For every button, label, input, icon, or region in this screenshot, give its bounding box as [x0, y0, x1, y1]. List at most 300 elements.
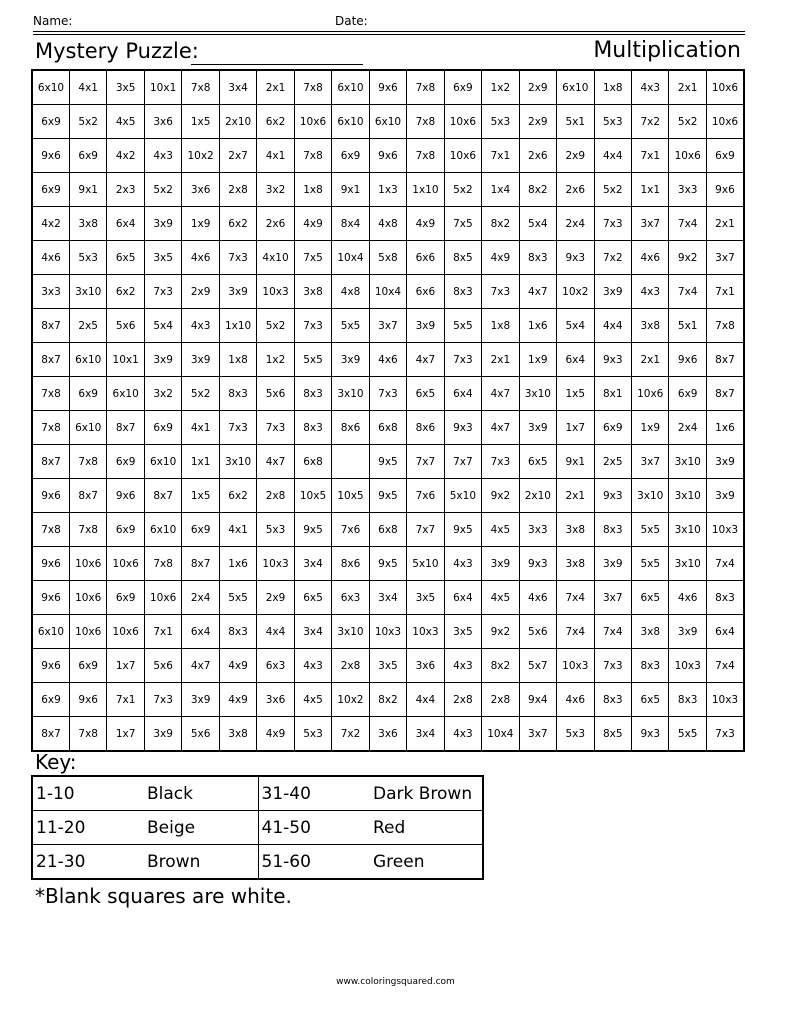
grid-cell[interactable]: 1x9	[182, 207, 219, 241]
grid-cell[interactable]: 8x3	[444, 275, 481, 309]
grid-cell[interactable]: 10x4	[482, 717, 519, 752]
grid-cell[interactable]: 4x1	[219, 513, 256, 547]
grid-cell[interactable]: 3x9	[182, 343, 219, 377]
grid-cell[interactable]: 6x5	[107, 241, 144, 275]
grid-cell[interactable]: 6x10	[107, 377, 144, 411]
grid-cell[interactable]: 9x2	[669, 241, 706, 275]
grid-cell[interactable]: 4x8	[332, 275, 369, 309]
grid-cell[interactable]: 2x8	[482, 683, 519, 717]
grid-cell[interactable]: 4x8	[369, 207, 406, 241]
grid-cell[interactable]: 5x2	[144, 173, 181, 207]
grid-cell[interactable]: 8x7	[32, 445, 69, 479]
grid-cell[interactable]: 1x9	[632, 411, 669, 445]
grid-cell[interactable]: 1x6	[706, 411, 744, 445]
grid-cell[interactable]: 6x10	[69, 343, 106, 377]
grid-cell[interactable]: 10x3	[706, 513, 744, 547]
grid-cell[interactable]: 1x6	[219, 547, 256, 581]
grid-cell[interactable]: 8x3	[519, 241, 556, 275]
grid-cell[interactable]: 8x6	[332, 411, 369, 445]
grid-cell[interactable]: 10x3	[557, 649, 594, 683]
grid-cell[interactable]: 7x3	[444, 343, 481, 377]
grid-cell[interactable]: 6x9	[107, 513, 144, 547]
grid-cell[interactable]: 7x8	[144, 547, 181, 581]
grid-cell[interactable]: 10x6	[69, 547, 106, 581]
grid-cell[interactable]: 7x6	[407, 479, 444, 513]
grid-cell[interactable]: 3x7	[632, 207, 669, 241]
grid-cell[interactable]: 3x8	[632, 615, 669, 649]
grid-cell[interactable]: 10x6	[444, 105, 481, 139]
grid-cell[interactable]: 3x8	[557, 513, 594, 547]
grid-cell[interactable]: 8x3	[219, 377, 256, 411]
grid-cell[interactable]: 2x9	[519, 70, 556, 105]
grid-cell[interactable]: 7x1	[632, 139, 669, 173]
grid-cell[interactable]: 7x8	[69, 445, 106, 479]
grid-cell[interactable]: 9x3	[519, 547, 556, 581]
grid-cell[interactable]: 8x3	[219, 615, 256, 649]
grid-cell[interactable]: 5x2	[669, 105, 706, 139]
grid-cell[interactable]: 6x2	[219, 479, 256, 513]
grid-cell[interactable]: 10x3	[706, 683, 744, 717]
grid-cell[interactable]: 8x3	[594, 683, 631, 717]
grid-cell[interactable]: 7x8	[294, 139, 331, 173]
grid-cell[interactable]: 7x3	[482, 445, 519, 479]
grid-cell[interactable]: 4x3	[632, 70, 669, 105]
grid-cell[interactable]: 6x3	[332, 581, 369, 615]
grid-cell[interactable]: 2x6	[519, 139, 556, 173]
grid-cell[interactable]: 6x5	[294, 581, 331, 615]
grid-cell[interactable]: 8x7	[107, 411, 144, 445]
grid-cell[interactable]: 5x7	[519, 649, 556, 683]
grid-cell[interactable]: 8x2	[482, 207, 519, 241]
grid-cell[interactable]: 1x3	[369, 173, 406, 207]
grid-cell[interactable]: 4x9	[257, 717, 294, 752]
grid-cell[interactable]: 4x7	[482, 411, 519, 445]
grid-cell[interactable]: 3x6	[182, 173, 219, 207]
grid-cell[interactable]: 7x3	[257, 411, 294, 445]
grid-cell[interactable]: 3x8	[294, 275, 331, 309]
grid-cell[interactable]: 5x5	[332, 309, 369, 343]
grid-cell[interactable]: 3x10	[332, 615, 369, 649]
grid-cell[interactable]: 7x4	[557, 615, 594, 649]
grid-cell[interactable]: 2x10	[519, 479, 556, 513]
grid-cell[interactable]: 9x5	[294, 513, 331, 547]
grid-cell[interactable]: 3x10	[669, 513, 706, 547]
grid-cell[interactable]: 3x8	[219, 717, 256, 752]
grid-cell[interactable]: 6x5	[632, 683, 669, 717]
grid-cell[interactable]: 3x9	[407, 309, 444, 343]
grid-cell[interactable]: 8x3	[706, 581, 744, 615]
grid-cell[interactable]: 7x4	[594, 615, 631, 649]
grid-cell[interactable]: 8x7	[144, 479, 181, 513]
grid-cell[interactable]: 4x6	[669, 581, 706, 615]
grid-cell[interactable]: 6x9	[32, 683, 69, 717]
grid-cell[interactable]: 1x9	[519, 343, 556, 377]
grid-cell[interactable]: 3x10	[632, 479, 669, 513]
grid-cell[interactable]: 4x7	[519, 275, 556, 309]
grid-cell[interactable]: 7x8	[294, 70, 331, 105]
grid-cell[interactable]: 1x2	[257, 343, 294, 377]
grid-cell[interactable]: 7x3	[369, 377, 406, 411]
grid-cell[interactable]: 2x10	[219, 105, 256, 139]
grid-cell[interactable]: 3x5	[444, 615, 481, 649]
grid-cell[interactable]: 3x8	[632, 309, 669, 343]
grid-cell[interactable]: 1x1	[632, 173, 669, 207]
grid-cell[interactable]: 3x6	[144, 105, 181, 139]
grid-cell[interactable]: 3x10	[332, 377, 369, 411]
grid-cell[interactable]: 8x7	[69, 479, 106, 513]
grid-cell[interactable]: 4x7	[257, 445, 294, 479]
grid-cell[interactable]: 5x10	[444, 479, 481, 513]
grid-cell[interactable]: 7x1	[107, 683, 144, 717]
grid-cell[interactable]: 3x4	[294, 547, 331, 581]
grid-cell[interactable]: 6x10	[369, 105, 406, 139]
grid-cell[interactable]: 10x6	[107, 615, 144, 649]
grid-cell[interactable]: 2x4	[669, 411, 706, 445]
grid-cell[interactable]: 5x4	[557, 309, 594, 343]
grid-cell[interactable]: 6x4	[444, 581, 481, 615]
grid-cell[interactable]: 3x9	[519, 411, 556, 445]
grid-cell[interactable]: 6x10	[144, 513, 181, 547]
grid-cell[interactable]: 4x3	[444, 717, 481, 752]
grid-cell[interactable]: 2x9	[557, 139, 594, 173]
grid-cell[interactable]: 1x5	[182, 479, 219, 513]
grid-cell[interactable]: 9x1	[557, 445, 594, 479]
grid-cell[interactable]: 1x8	[594, 70, 631, 105]
grid-cell[interactable]: 3x4	[294, 615, 331, 649]
grid-cell[interactable]: 6x6	[407, 241, 444, 275]
grid-cell[interactable]: 3x6	[257, 683, 294, 717]
grid-cell[interactable]: 7x5	[294, 241, 331, 275]
grid-cell[interactable]: 7x1	[144, 615, 181, 649]
grid-cell[interactable]: 7x2	[332, 717, 369, 752]
grid-cell[interactable]: 8x4	[332, 207, 369, 241]
grid-cell[interactable]: 9x3	[444, 411, 481, 445]
grid-cell[interactable]: 3x9	[332, 343, 369, 377]
grid-cell[interactable]: 6x9	[332, 139, 369, 173]
grid-cell[interactable]: 9x6	[32, 649, 69, 683]
grid-cell[interactable]: 1x2	[482, 70, 519, 105]
grid-cell[interactable]: 3x10	[669, 445, 706, 479]
grid-cell[interactable]: 3x9	[482, 547, 519, 581]
grid-cell[interactable]: 2x7	[219, 139, 256, 173]
grid-cell[interactable]: 7x3	[482, 275, 519, 309]
grid-cell[interactable]: 8x7	[706, 377, 744, 411]
grid-cell[interactable]: 8x7	[32, 717, 69, 752]
grid-cell[interactable]: 2x4	[182, 581, 219, 615]
grid-cell[interactable]: 6x10	[332, 105, 369, 139]
grid-cell[interactable]: 2x9	[519, 105, 556, 139]
grid-cell[interactable]: 9x2	[482, 479, 519, 513]
grid-cell[interactable]: 5x4	[519, 207, 556, 241]
grid-cell[interactable]: 2x6	[257, 207, 294, 241]
grid-cell[interactable]: 5x4	[144, 309, 181, 343]
grid-cell[interactable]: 6x5	[632, 581, 669, 615]
grid-cell[interactable]: 5x2	[182, 377, 219, 411]
grid-cell[interactable]: 9x6	[32, 581, 69, 615]
grid-cell[interactable]: 3x3	[32, 275, 69, 309]
grid-cell[interactable]: 8x3	[294, 377, 331, 411]
grid-cell[interactable]: 6x10	[557, 70, 594, 105]
grid-cell[interactable]: 7x8	[407, 70, 444, 105]
grid-cell[interactable]: 9x6	[69, 683, 106, 717]
grid-cell[interactable]: 4x1	[69, 70, 106, 105]
grid-cell[interactable]: 6x9	[107, 581, 144, 615]
grid-cell[interactable]: 1x1	[182, 445, 219, 479]
grid-cell[interactable]: 10x2	[182, 139, 219, 173]
grid-cell[interactable]: 3x7	[519, 717, 556, 752]
grid-cell[interactable]: 10x6	[144, 581, 181, 615]
grid-cell[interactable]: 9x3	[594, 479, 631, 513]
grid-cell[interactable]: 6x9	[69, 377, 106, 411]
grid-cell[interactable]: 10x5	[294, 479, 331, 513]
grid-cell[interactable]: 1x10	[219, 309, 256, 343]
grid-cell[interactable]	[332, 445, 369, 479]
grid-cell[interactable]: 9x6	[369, 70, 406, 105]
grid-cell[interactable]: 3x9	[144, 343, 181, 377]
grid-cell[interactable]: 6x10	[32, 70, 69, 105]
grid-cell[interactable]: 5x3	[557, 717, 594, 752]
grid-cell[interactable]: 3x6	[407, 649, 444, 683]
grid-cell[interactable]: 4x4	[257, 615, 294, 649]
grid-cell[interactable]: 3x8	[557, 547, 594, 581]
grid-cell[interactable]: 6x9	[69, 139, 106, 173]
grid-cell[interactable]: 6x9	[144, 411, 181, 445]
grid-cell[interactable]: 10x4	[332, 241, 369, 275]
grid-cell[interactable]: 2x1	[482, 343, 519, 377]
grid-cell[interactable]: 3x9	[594, 547, 631, 581]
grid-cell[interactable]: 2x1	[669, 70, 706, 105]
grid-cell[interactable]: 4x9	[482, 241, 519, 275]
grid-cell[interactable]: 9x5	[369, 547, 406, 581]
grid-cell[interactable]: 3x4	[407, 717, 444, 752]
grid-cell[interactable]: 7x3	[219, 241, 256, 275]
grid-cell[interactable]: 5x2	[594, 173, 631, 207]
grid-cell[interactable]: 7x4	[706, 547, 744, 581]
grid-cell[interactable]: 3x2	[257, 173, 294, 207]
grid-cell[interactable]: 10x3	[257, 547, 294, 581]
grid-cell[interactable]: 10x6	[69, 581, 106, 615]
grid-cell[interactable]: 5x3	[69, 241, 106, 275]
grid-cell[interactable]: 7x4	[669, 207, 706, 241]
grid-cell[interactable]: 2x8	[219, 173, 256, 207]
grid-cell[interactable]: 4x6	[632, 241, 669, 275]
grid-cell[interactable]: 9x1	[332, 173, 369, 207]
grid-cell[interactable]: 8x6	[332, 547, 369, 581]
grid-cell[interactable]: 9x3	[632, 717, 669, 752]
grid-cell[interactable]: 7x5	[444, 207, 481, 241]
grid-cell[interactable]: 1x8	[482, 309, 519, 343]
grid-cell[interactable]: 10x3	[257, 275, 294, 309]
grid-cell[interactable]: 1x7	[107, 649, 144, 683]
grid-cell[interactable]: 4x4	[407, 683, 444, 717]
grid-cell[interactable]: 4x1	[257, 139, 294, 173]
grid-cell[interactable]: 4x6	[182, 241, 219, 275]
grid-cell[interactable]: 2x5	[594, 445, 631, 479]
grid-cell[interactable]: 6x2	[107, 275, 144, 309]
grid-cell[interactable]: 10x6	[294, 105, 331, 139]
grid-cell[interactable]: 4x3	[444, 547, 481, 581]
grid-cell[interactable]: 5x10	[407, 547, 444, 581]
grid-cell[interactable]: 8x3	[294, 411, 331, 445]
grid-cell[interactable]: 4x3	[632, 275, 669, 309]
grid-cell[interactable]: 2x9	[257, 581, 294, 615]
grid-cell[interactable]: 7x8	[32, 377, 69, 411]
grid-cell[interactable]: 3x9	[669, 615, 706, 649]
grid-cell[interactable]: 1x10	[407, 173, 444, 207]
grid-cell[interactable]: 3x9	[144, 207, 181, 241]
grid-cell[interactable]: 3x10	[669, 479, 706, 513]
grid-cell[interactable]: 5x5	[444, 309, 481, 343]
grid-cell[interactable]: 4x9	[219, 649, 256, 683]
grid-cell[interactable]: 6x9	[444, 70, 481, 105]
grid-cell[interactable]: 1x7	[107, 717, 144, 752]
grid-cell[interactable]: 6x5	[407, 377, 444, 411]
grid-cell[interactable]: 7x4	[706, 649, 744, 683]
grid-cell[interactable]: 2x8	[257, 479, 294, 513]
grid-cell[interactable]: 6x10	[69, 411, 106, 445]
grid-cell[interactable]: 5x5	[669, 717, 706, 752]
grid-cell[interactable]: 6x2	[219, 207, 256, 241]
grid-cell[interactable]: 10x6	[669, 139, 706, 173]
grid-cell[interactable]: 10x6	[706, 105, 744, 139]
grid-cell[interactable]: 9x3	[594, 343, 631, 377]
grid-cell[interactable]: 7x1	[706, 275, 744, 309]
grid-cell[interactable]: 3x9	[182, 683, 219, 717]
grid-cell[interactable]: 6x9	[69, 649, 106, 683]
grid-cell[interactable]: 6x9	[32, 173, 69, 207]
grid-cell[interactable]: 4x4	[594, 309, 631, 343]
grid-cell[interactable]: 9x6	[669, 343, 706, 377]
grid-cell[interactable]: 7x8	[69, 717, 106, 752]
grid-cell[interactable]: 4x5	[107, 105, 144, 139]
grid-cell[interactable]: 7x8	[182, 70, 219, 105]
grid-cell[interactable]: 6x8	[369, 411, 406, 445]
grid-cell[interactable]: 6x2	[257, 105, 294, 139]
grid-cell[interactable]: 2x8	[444, 683, 481, 717]
grid-cell[interactable]: 3x10	[669, 547, 706, 581]
grid-cell[interactable]: 4x7	[182, 649, 219, 683]
grid-cell[interactable]: 8x7	[32, 309, 69, 343]
grid-cell[interactable]: 10x1	[107, 343, 144, 377]
grid-cell[interactable]: 7x8	[407, 105, 444, 139]
grid-cell[interactable]: 6x8	[369, 513, 406, 547]
grid-cell[interactable]: 3x5	[144, 241, 181, 275]
grid-cell[interactable]: 5x6	[107, 309, 144, 343]
grid-cell[interactable]: 4x2	[107, 139, 144, 173]
grid-cell[interactable]: 5x1	[557, 105, 594, 139]
grid-cell[interactable]: 2x1	[557, 479, 594, 513]
grid-cell[interactable]: 10x6	[444, 139, 481, 173]
grid-cell[interactable]: 5x3	[482, 105, 519, 139]
grid-cell[interactable]: 5x5	[632, 547, 669, 581]
grid-cell[interactable]: 3x2	[144, 377, 181, 411]
grid-cell[interactable]: 8x7	[182, 547, 219, 581]
grid-cell[interactable]: 1x6	[519, 309, 556, 343]
grid-cell[interactable]: 10x6	[69, 615, 106, 649]
grid-cell[interactable]: 6x8	[294, 445, 331, 479]
grid-cell[interactable]: 6x9	[706, 139, 744, 173]
grid-cell[interactable]: 4x10	[257, 241, 294, 275]
grid-cell[interactable]: 7x7	[407, 513, 444, 547]
grid-cell[interactable]: 3x9	[594, 275, 631, 309]
grid-cell[interactable]: 3x9	[219, 275, 256, 309]
grid-cell[interactable]: 10x3	[407, 615, 444, 649]
grid-cell[interactable]: 9x1	[69, 173, 106, 207]
grid-cell[interactable]: 3x3	[669, 173, 706, 207]
grid-cell[interactable]: 7x7	[407, 445, 444, 479]
grid-cell[interactable]: 1x5	[557, 377, 594, 411]
grid-cell[interactable]: 5x2	[257, 309, 294, 343]
grid-cell[interactable]: 2x8	[332, 649, 369, 683]
grid-cell[interactable]: 7x1	[482, 139, 519, 173]
grid-cell[interactable]: 3x5	[407, 581, 444, 615]
grid-cell[interactable]: 8x7	[706, 343, 744, 377]
grid-cell[interactable]: 3x5	[369, 649, 406, 683]
grid-cell[interactable]: 9x5	[369, 445, 406, 479]
grid-cell[interactable]: 4x3	[294, 649, 331, 683]
grid-cell[interactable]: 4x6	[369, 343, 406, 377]
grid-cell[interactable]: 4x3	[144, 139, 181, 173]
grid-cell[interactable]: 9x6	[32, 547, 69, 581]
grid-cell[interactable]: 9x5	[444, 513, 481, 547]
grid-cell[interactable]: 3x10	[219, 445, 256, 479]
grid-cell[interactable]: 8x3	[669, 683, 706, 717]
grid-cell[interactable]: 1x8	[219, 343, 256, 377]
grid-cell[interactable]: 9x3	[557, 241, 594, 275]
grid-cell[interactable]: 9x6	[32, 479, 69, 513]
grid-cell[interactable]: 5x2	[69, 105, 106, 139]
grid-cell[interactable]: 1x8	[294, 173, 331, 207]
grid-cell[interactable]: 8x3	[632, 649, 669, 683]
grid-cell[interactable]: 9x2	[482, 615, 519, 649]
grid-cell[interactable]: 10x4	[369, 275, 406, 309]
grid-cell[interactable]: 10x3	[369, 615, 406, 649]
grid-cell[interactable]: 10x3	[669, 649, 706, 683]
grid-cell[interactable]: 7x7	[444, 445, 481, 479]
grid-cell[interactable]: 7x8	[407, 139, 444, 173]
grid-cell[interactable]: 4x6	[519, 581, 556, 615]
grid-cell[interactable]: 3x4	[219, 70, 256, 105]
grid-cell[interactable]: 2x1	[257, 70, 294, 105]
grid-cell[interactable]: 4x5	[294, 683, 331, 717]
grid-cell[interactable]: 6x4	[557, 343, 594, 377]
grid-cell[interactable]: 8x1	[594, 377, 631, 411]
grid-cell[interactable]: 3x10	[69, 275, 106, 309]
grid-cell[interactable]: 9x4	[519, 683, 556, 717]
grid-cell[interactable]: 7x4	[669, 275, 706, 309]
grid-cell[interactable]: 4x2	[32, 207, 69, 241]
grid-cell[interactable]: 3x5	[107, 70, 144, 105]
grid-cell[interactable]: 5x3	[257, 513, 294, 547]
grid-cell[interactable]: 5x3	[594, 105, 631, 139]
grid-cell[interactable]: 5x3	[294, 717, 331, 752]
grid-cell[interactable]: 4x6	[557, 683, 594, 717]
grid-cell[interactable]: 4x7	[407, 343, 444, 377]
grid-cell[interactable]: 6x9	[107, 445, 144, 479]
grid-cell[interactable]: 3x9	[706, 479, 744, 513]
grid-cell[interactable]: 4x9	[219, 683, 256, 717]
grid-cell[interactable]: 6x9	[594, 411, 631, 445]
grid-cell[interactable]: 3x3	[519, 513, 556, 547]
grid-cell[interactable]: 8x6	[407, 411, 444, 445]
grid-cell[interactable]: 3x7	[706, 241, 744, 275]
grid-cell[interactable]: 6x4	[444, 377, 481, 411]
grid-cell[interactable]: 6x5	[519, 445, 556, 479]
grid-cell[interactable]: 10x6	[107, 547, 144, 581]
grid-cell[interactable]: 8x2	[369, 683, 406, 717]
grid-cell[interactable]: 8x3	[594, 513, 631, 547]
grid-cell[interactable]: 1x5	[182, 105, 219, 139]
